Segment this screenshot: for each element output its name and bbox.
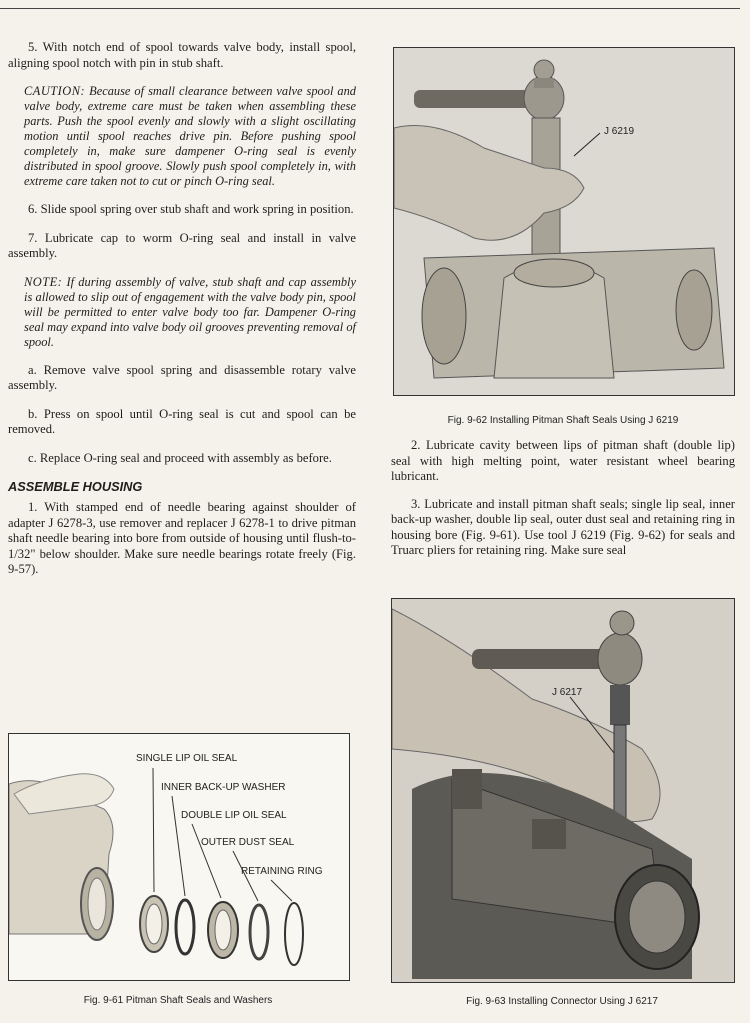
step-5: 5. With notch end of spool towards valve body, install spool, aligning spool notch with pin in stub shaft. <box>8 40 356 70</box>
section-heading: ASSEMBLE HOUSING <box>8 479 143 494</box>
label-outer-dust-seal: OUTER DUST SEAL <box>201 837 295 848</box>
tool-label-j6219: J 6219 <box>604 126 635 137</box>
figure-9-62-caption: Fig. 9-62 Installing Pitman Shaft Seals Using J 6219 <box>447 415 679 426</box>
note-lead: NOTE: <box>24 274 63 289</box>
label-retaining-ring: RETAINING RING <box>241 866 323 877</box>
left-column <box>8 40 356 591</box>
note-body: If during assembly of valve, stub shaft and cap assembly is allowed to slip out of engagement with the valve body pin, spool will be permitted to enter valve body too far. Dampener O-ring seal may expand into valve body oil grooves preventing removal of spool. <box>24 274 356 349</box>
substep-a: a. Remove valve spool spring and disassemble rotary valve assembly. <box>8 362 356 392</box>
note <box>24 275 356 350</box>
figure-9-61-caption: Fig. 9-61 Pitman Shaft Seals and Washers <box>83 995 273 1006</box>
label-single-lip-oil-seal: SINGLE LIP OIL SEAL <box>136 753 238 764</box>
caution-body: Because of small clearance between valve spool and valve body, extreme care must be taken when assembling these parts. Push the spool evenly and slowly with a slight oscillating motion until spool reaches drive pin. Before pushing spool completely in, make sure dampener O-ring seal is evenly distributed in spool groove. Slowly push spool completely in, with extreme care taken not to cut or pinch O-ring seal. <box>24 84 356 188</box>
step-3: 3. Lubricate and install pitman shaft seals; single lip seal, inner back-up washer, double lip seal, outer dust seal and retaining ring in housing bore (Fig. 9-61). Use tool J 6219 (Fig. 9-62) for seals and Truarc pliers for retaining ring. Make sure seal <box>391 496 735 557</box>
housing-step-1: 1. With stamped end of needle bearing against shoulder of adapter J 6278-3, use remover and replacer J 6278-1 to drive pitman shaft needle bearing into bore from outside of housing until flush-to-1/32" below shoulder. Make sure needle bearings rotate freely (Fig. 9-57). <box>8 500 356 576</box>
photo-installing-seals <box>394 48 734 395</box>
figure-9-61 <box>8 733 350 981</box>
step-7: 7. Lubricate cap to worm O-ring seal and install in valve assembly. <box>8 230 356 260</box>
caution-note <box>24 84 356 189</box>
step-2: 2. Lubricate cavity between lips of pitman shaft (double lip) seal with high melting point, water resistant wheel bearing lubricant. <box>391 438 735 483</box>
figure-9-62 <box>393 47 735 396</box>
inner-backup-washer-part <box>176 900 194 954</box>
outer-dust-seal-part <box>250 905 268 959</box>
label-double-lip-oil-seal: DOUBLE LIP OIL SEAL <box>181 810 287 821</box>
header-rule <box>0 8 740 9</box>
tool-label-j6217: J 6217 <box>552 687 583 698</box>
step-6: 6. Slide spool spring over stub shaft and work spring in position. <box>28 202 354 216</box>
label-inner-backup-washer: INNER BACK-UP WASHER <box>161 782 286 793</box>
figure-9-63 <box>391 598 735 983</box>
seal-diagram <box>9 734 349 980</box>
retaining-ring-part <box>285 903 303 965</box>
substep-c: c. Replace O-ring seal and proceed with assembly as before. <box>28 450 332 465</box>
caution-lead: CAUTION: <box>24 84 86 98</box>
right-column <box>391 438 735 571</box>
photo-installing-connector <box>392 599 734 982</box>
substep-b: b. Press on spool until O-ring seal is cut and spool can be removed. <box>8 406 356 436</box>
figure-9-63-caption: Fig. 9-63 Installing Connector Using J 6217 <box>466 996 658 1007</box>
